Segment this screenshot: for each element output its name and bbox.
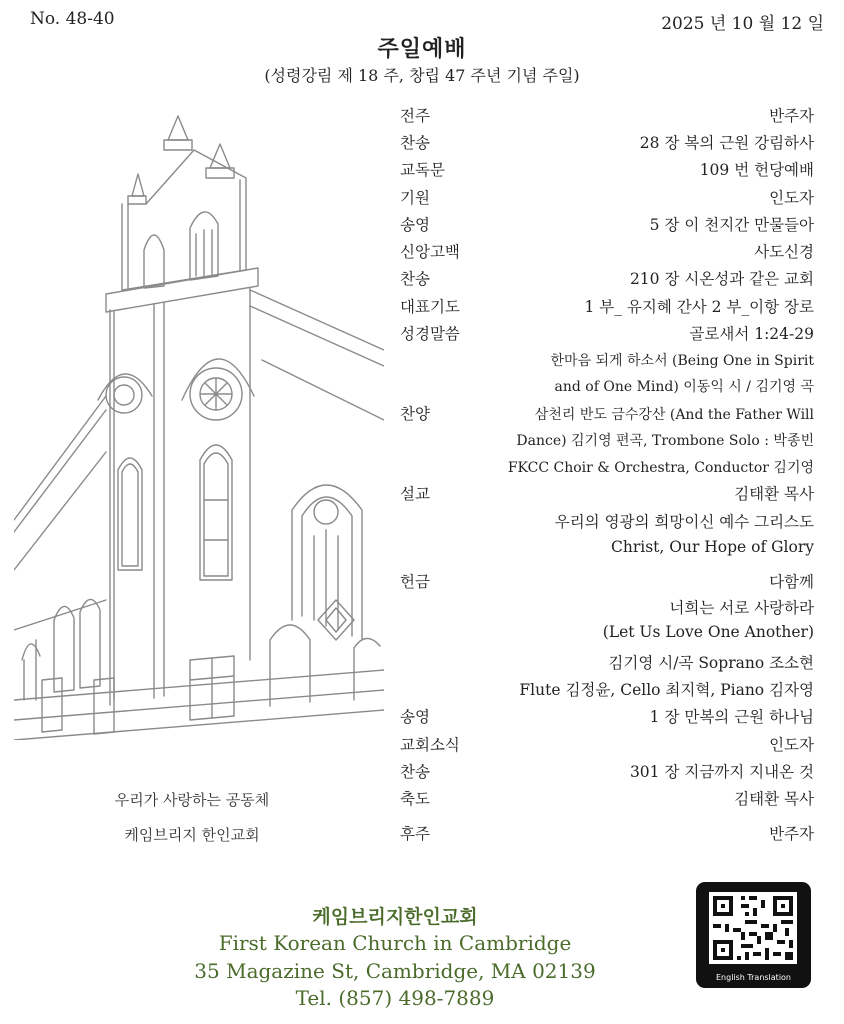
order-item-prayer — [400, 291, 814, 319]
order-label: 찬송 — [400, 270, 430, 288]
order-item-scripture — [400, 318, 814, 346]
offering-line-1: 너희는 서로 사랑하라 — [669, 599, 814, 617]
order-value: 1 장 만복의 근원 하나님 — [649, 708, 814, 726]
order-label: 찬송 — [400, 134, 430, 152]
order-label: 헌금 — [400, 573, 430, 591]
offering-line-2: (Let Us Love One Another) — [602, 623, 814, 641]
order-value: 301 장 지금까지 지내온 것 — [629, 763, 814, 781]
order-item-sermon — [400, 478, 814, 506]
order-value: 반주자 — [769, 825, 814, 843]
order-label: 찬양 — [400, 405, 430, 423]
order-item-announcements — [400, 729, 814, 757]
order-item-postlude — [400, 818, 814, 846]
church-sketch-icon — [14, 100, 384, 740]
qr-caption: English Translation — [715, 973, 792, 982]
sermon-preacher: 김태환 목사 — [734, 485, 814, 503]
order-item-invocation — [400, 182, 814, 210]
order-label: 설교 — [400, 485, 430, 503]
order-label: 교독문 — [400, 161, 445, 179]
order-label: 대표기도 — [400, 298, 460, 316]
order-label: 기원 — [400, 189, 430, 207]
sermon-title-en: Christ, Our Hope of Glory — [611, 538, 814, 556]
motto-line-2: 케임브리지 한인교회 — [124, 826, 260, 844]
church-phone: Tel. (857) 498-7889 — [295, 986, 495, 1010]
order-item-hymn-2 — [400, 263, 814, 291]
order-value: 인도자 — [769, 189, 814, 207]
order-label: 전주 — [400, 107, 430, 125]
church-name-en: First Korean Church in Cambridge — [218, 931, 572, 955]
sermon-title-kr: 우리의 영광의 희망이신 예수 그리스도 — [554, 513, 814, 531]
anthem-line-4: Dance) 김기영 편곡, Trombone Solo : 박종빈 — [516, 433, 814, 449]
order-item-hymn-3 — [400, 756, 814, 784]
order-label: 교회소식 — [400, 736, 460, 754]
qr-code-card[interactable] — [696, 882, 811, 988]
order-item-doxology-2 — [400, 701, 814, 729]
qr-code-icon — [709, 891, 797, 965]
order-item-responsive-reading — [400, 154, 814, 182]
order-value: 210 장 시온성과 같은 교회 — [629, 270, 814, 288]
order-value: 28 장 복의 근원 강림하사 — [639, 134, 814, 152]
anthem-line-3: 삼천리 반도 금수강산 (And the Father Will — [534, 407, 814, 423]
order-label: 축도 — [400, 790, 430, 808]
order-item-creed — [400, 236, 814, 264]
order-label: 송영 — [400, 708, 430, 726]
order-value: 109 번 헌당예배 — [699, 161, 814, 179]
order-value: 반주자 — [769, 107, 814, 125]
order-item-benediction — [400, 783, 814, 811]
order-value: 김태환 목사 — [734, 790, 814, 808]
motto-line-1: 우리가 사랑하는 공동체 — [114, 791, 270, 809]
order-item-hymn — [400, 127, 814, 155]
order-label: 후주 — [400, 825, 430, 843]
order-label: 찬송 — [400, 763, 430, 781]
order-label: 송영 — [400, 216, 430, 234]
order-item-prelude — [400, 100, 814, 128]
order-value: 골로새서 1:24-29 — [689, 325, 814, 343]
anthem-line-5: FKCC Choir & Orchestra, Conductor 김기영 — [507, 460, 814, 476]
anthem-line-2: and of One Mind) 이동익 시 / 김기영 곡 — [554, 379, 814, 395]
offering-line-3: 김기영 시/곡 Soprano 조소현 — [608, 654, 814, 672]
order-value: 인도자 — [769, 736, 814, 754]
order-value: 다함께 — [769, 573, 814, 591]
order-label: 성경말씀 — [400, 325, 460, 343]
church-address: 35 Magazine St, Cambridge, MA 02139 — [194, 959, 596, 983]
order-value: 5 장 이 천지간 만물들아 — [649, 216, 814, 234]
bulletin-number: No. 48-40 — [30, 9, 115, 29]
order-label: 신앙고백 — [400, 243, 460, 261]
offering-line-4: Flute 김정윤, Cello 최지혁, Piano 김자영 — [519, 681, 814, 699]
order-value: 1 부_ 유지혜 간사 2 부_이항 장로 — [584, 298, 814, 316]
anthem-line-1: 한마음 되게 하소서 (Being One in Spirit — [550, 353, 814, 369]
church-name-kr: 케임브리지한인교회 — [312, 906, 478, 928]
order-value: 사도신경 — [754, 243, 814, 261]
page-subtitle: (성령강림 제 18 주, 창립 47 주년 기념 주일) — [264, 66, 580, 85]
order-item-doxology — [400, 209, 814, 237]
page-title: 주일예배 — [377, 36, 467, 62]
order-item-offering — [400, 566, 814, 594]
bulletin-date: 2025 년 10 월 12 일 — [661, 14, 824, 34]
